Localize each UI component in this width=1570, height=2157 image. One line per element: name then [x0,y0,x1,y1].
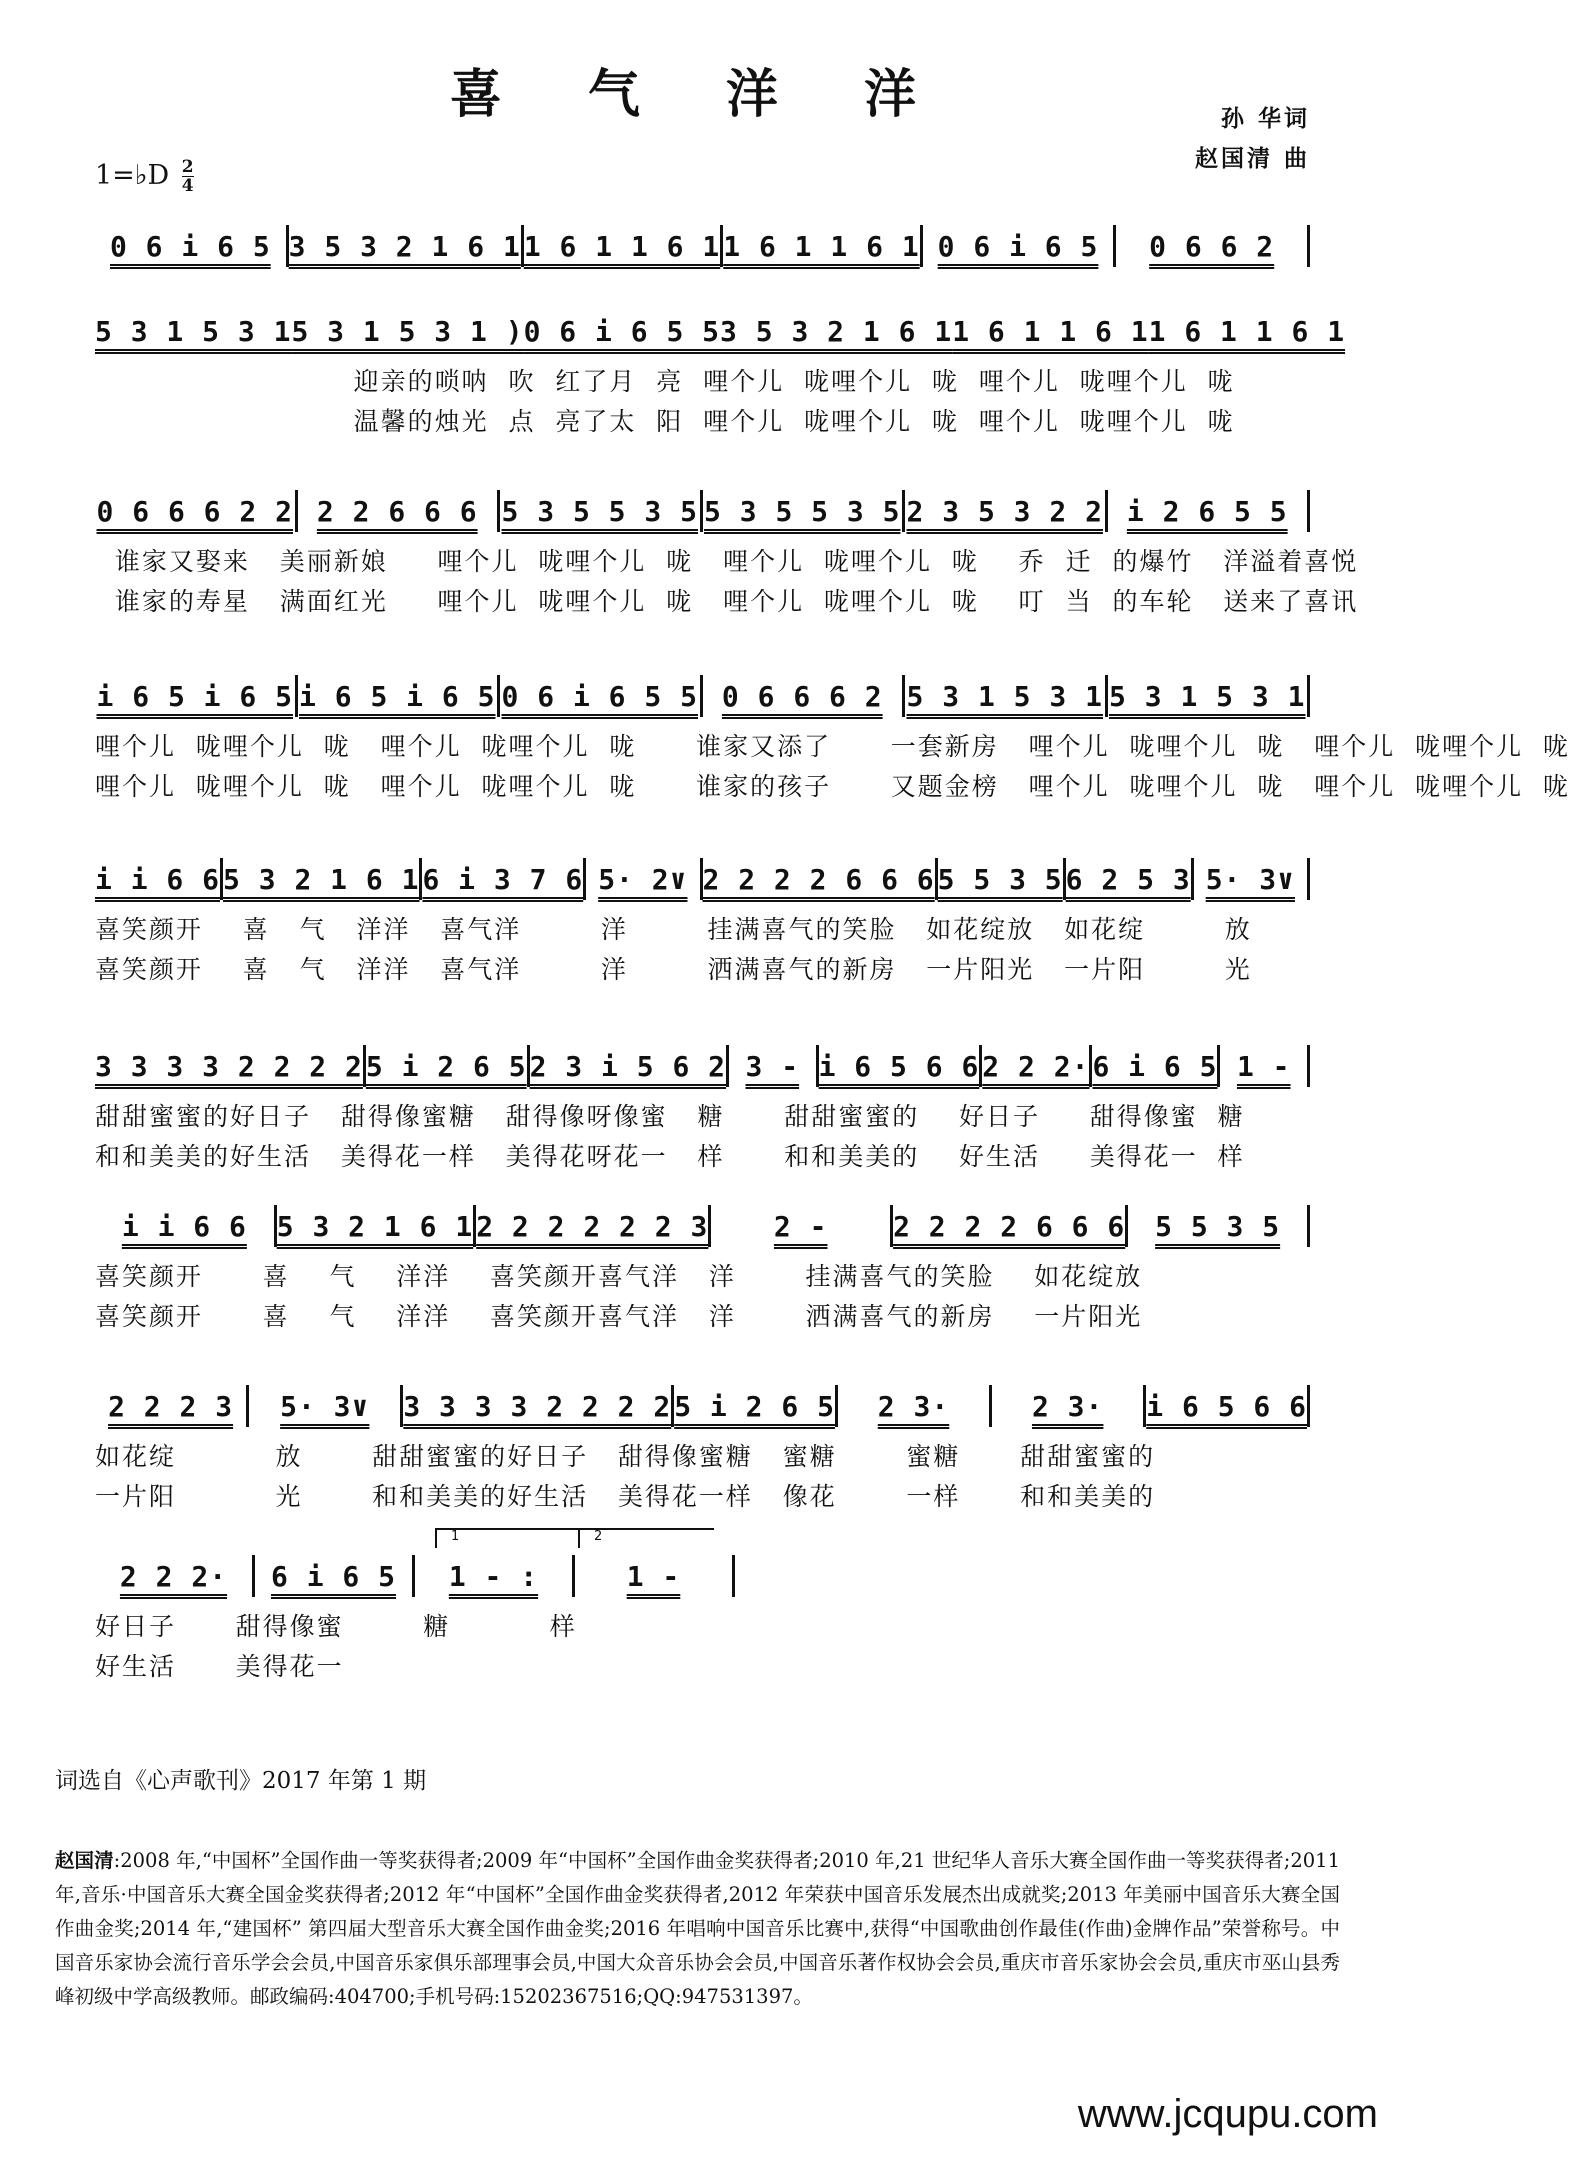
lyrics-source: 词选自《心声歌刊》2017 年第 1 期 [55,1768,427,1794]
bar-line [1307,675,1310,717]
measure: i i 6 6 [121,1209,247,1243]
measure: 2 2 2 3 [108,1389,234,1423]
measure: 5 i 2 6 5 [674,1389,835,1423]
lyric-line: 温馨的烛光 点 亮了太 阳 哩个儿 咙哩个儿 咙 哩个儿 咙哩个儿 咙 [95,407,1235,436]
measure: 1 - [626,1559,681,1593]
notation-line [95,480,1310,542]
measure: i 6 5 6 6 [818,1049,980,1083]
measure: 1 6 1 1 6 1 [523,229,721,263]
measure: 3 - [745,1049,800,1083]
measure: i 6 5 i 6 5 [96,679,293,713]
notation-line [95,848,1310,910]
bio-name: 赵国清 [55,1849,114,1872]
measure: 2 - [773,1209,828,1243]
measure: 5 i 2 6 5 [365,1049,527,1083]
measure: 6 i 3 7 6 [422,862,584,896]
lyric-line: 谁家又娶来 美丽新娘 哩个儿 咙哩个儿 咙 哩个儿 咙哩个儿 咙 乔 迁 的爆竹 洋溢着喜悦 [95,547,1359,576]
lyric-line: 如花绽 放 甜甜蜜蜜的好日子 甜得像蜜糖 蜜糖 蜜糖 甜甜蜜蜜的 [95,1442,1156,1471]
key-signature [95,158,194,195]
measure: 1 - [1236,1049,1291,1083]
measure: 6 i 6 5 [270,1559,396,1593]
measure: 0 6 i 6 5 5 [523,314,721,348]
score-system [95,1035,1310,1177]
measure: 2 3 i 5 6 2 [529,1049,727,1083]
time-signature [182,158,194,195]
measure: 5 3 2 1 6 1 [276,1209,474,1243]
lyric-line: 迎亲的唢呐 吹 红了月 亮 哩个儿 咙哩个儿 咙 哩个儿 咙哩个儿 咙 [95,367,1235,396]
measure: 2 2 2 2 6 6 6 [893,1209,1126,1243]
measure: 3 5 3 2 1 6 1 [720,314,953,348]
notation-line [95,215,1310,277]
measure: i 2 6 5 5 [1126,494,1288,528]
measure: 5 3 5 5 3 5 [704,494,901,528]
time-numerator: 2 [181,157,194,177]
measure: 3 3 3 3 2 2 2 2 [95,1049,363,1083]
measure: 2 2 2· [119,1559,228,1593]
measure: 0 6 6 6 2 2 [96,494,293,528]
bio-text: :2008 年,“中国杯”全国作曲一等奖获得者;2009 年“中国杯”全国作曲金奖获得者;2010 年,21 世纪华人音乐大赛全国作曲一等奖获得者;2011 年,音乐·中国音乐大赛全国金奖获得者;2012 年“中国杯”全国作曲金奖获得者,2012 年荣获中国音乐发展杰出成就奖;2013 年美丽中国音乐大赛全国作曲金奖;2014 年,“建国杯” 第四届大型音乐大赛全国作曲金奖;2016 年唱响中国音乐比赛中,获得“中国歌曲创作最佳(作曲)金牌作品”荣誉称号。中国音乐家协会流行音乐学会会员,中国音乐家俱乐部理事会员,中国大众音乐协会会员,中国音乐著作权协会会员,重庆市音乐家协会会员,重庆市巫山县秀峰初级中学高级教师。邮政编码:404700;手机号码:15202367516;QQ:947531397。 [55,1849,1340,2008]
score-system [95,1195,1310,1337]
bar-line [1307,1205,1310,1247]
measure: 0 6 6 6 2 [721,679,883,713]
measure: 1 6 1 1 6 1 [1148,314,1346,348]
measure: 5· 2∨ [598,862,688,896]
volta-second: 2 [578,1528,714,1548]
bar-line [1307,858,1310,900]
bar-line [1307,225,1310,267]
score-system [95,300,1346,442]
measure: 5 3 1 5 3 1 [1109,679,1306,713]
lyric-line: 一片阳 光 和和美美的好生活 美得花一样 像花 一样 和和美美的 [95,1482,1156,1511]
volta-first: 1 [435,1528,586,1548]
site-watermark: www.jcqupu.com [1077,2092,1378,2136]
bar-line [1307,1385,1310,1427]
measure: i i 6 6 [95,862,221,896]
measure: 2 2 6 6 6 [316,494,478,528]
lyric-line: 喜笑颜开 喜 气 洋洋 喜气洋 洋 洒满喜气的新房 一片阳光 一片阳 光 [95,955,1252,984]
notation-line [95,1375,1310,1437]
bar-line [732,1555,735,1597]
lyric-line: 喜笑颜开 喜 气 洋洋 喜笑颜开喜气洋 洋 洒满喜气的新房 一片阳光 [95,1302,1143,1331]
key-label: 1=♭D [95,160,170,191]
measure: 5 5 3 5 [1155,1209,1281,1243]
bar-line [1307,1045,1310,1087]
measure: 6 2 5 3 [1065,862,1191,896]
score-system [95,665,1570,807]
lyricist-credit: 孙 华词 [1220,106,1310,132]
measure: 5 3 1 5 3 1 ) [291,314,524,348]
measure: 1 6 1 1 6 1 [723,229,920,263]
lyric-line: 哩个儿 咙哩个儿 咙 哩个儿 咙哩个儿 咙 谁家又添了 一套新房 哩个儿 咙哩个儿 咙 哩个儿 咙哩个儿 咙 [95,732,1570,761]
song-title: 喜 气 洋 洋 [449,64,951,125]
composer-bio [55,1844,1340,2014]
measure: 0 6 i 6 5 [109,229,271,263]
measure: 5 5 3 5 [937,862,1063,896]
measure: 2 2 2 2 2 2 3 [476,1209,709,1243]
composer-credit: 赵国清 曲 [1194,146,1310,172]
measure: 3 5 3 2 1 6 1 [288,229,521,263]
notation-line [95,665,1310,727]
lyric-line: 哩个儿 咙哩个儿 咙 哩个儿 咙哩个儿 咙 谁家的孩子 又题金榜 哩个儿 咙哩个儿 咙 哩个儿 咙哩个儿 咙 [95,772,1570,801]
score-system [95,1545,735,1687]
lyric-line: 喜笑颜开 喜 气 洋洋 喜气洋 洋 挂满喜气的笑脸 如花绽放 如花绽 放 [95,915,1252,944]
measure: 5 3 2 1 6 1 [223,862,420,896]
lyric-line: 好生活 美得花一 [95,1652,344,1681]
measure: i 6 5 6 6 [1146,1389,1307,1423]
score-system [95,1375,1310,1517]
measure: 5· 3∨ [280,1389,370,1423]
measure: 2 3· [877,1389,950,1423]
measure: 0 6 i 6 5 [937,229,1099,263]
notation-line [95,1545,735,1607]
score-system [95,848,1310,990]
lyric-line: 喜笑颜开 喜 气 洋洋 喜笑颜开喜气洋 洋 挂满喜气的笑脸 如花绽放 [95,1262,1143,1291]
score-system [95,480,1359,622]
measure: 1 - : [448,1559,539,1593]
bar-line [1307,490,1310,532]
measure: 0 6 i 6 5 5 [501,679,698,713]
measure: 2 3 5 3 2 2 [906,494,1103,528]
measure: 2 2 2· [982,1049,1090,1083]
measure: 5 3 1 5 3 1 [906,679,1103,713]
lyric-line: 甜甜蜜蜜的好日子 甜得像蜜糖 甜得像呀像蜜 糖 甜甜蜜蜜的 好日子 甜得像蜜 糖 [95,1102,1245,1131]
measure: 5 3 5 5 3 5 [501,494,698,528]
measure: 1 6 1 1 6 1 [952,314,1149,348]
measure: i 6 5 i 6 5 [299,679,496,713]
measure: 5 3 1 5 3 1 [95,314,292,348]
measure: 2 3· [1031,1389,1104,1423]
lyric-line: 好日子 甜得像蜜 糖 样 [95,1612,577,1641]
notation-line [95,300,1346,362]
notation-line [95,1195,1310,1257]
notation-line [95,1035,1310,1097]
measure: 0 6 6 2 [1149,229,1275,263]
measure: 5· 3∨ [1205,862,1295,896]
measure: 3 3 3 3 2 2 2 2 [403,1389,672,1423]
lyric-line: 和和美美的好生活 美得花一样 美得花呀花一 样 和和美美的 好生活 美得花一 样 [95,1142,1245,1171]
measure: 6 i 6 5 [1092,1049,1218,1083]
measure: 2 2 2 2 6 6 6 [702,862,935,896]
lyric-line: 谁家的寿星 满面红光 哩个儿 咙哩个儿 咙 哩个儿 咙哩个儿 咙 叮 当 的车轮 送来了喜讯 [95,587,1359,616]
time-denominator: 4 [181,176,194,196]
